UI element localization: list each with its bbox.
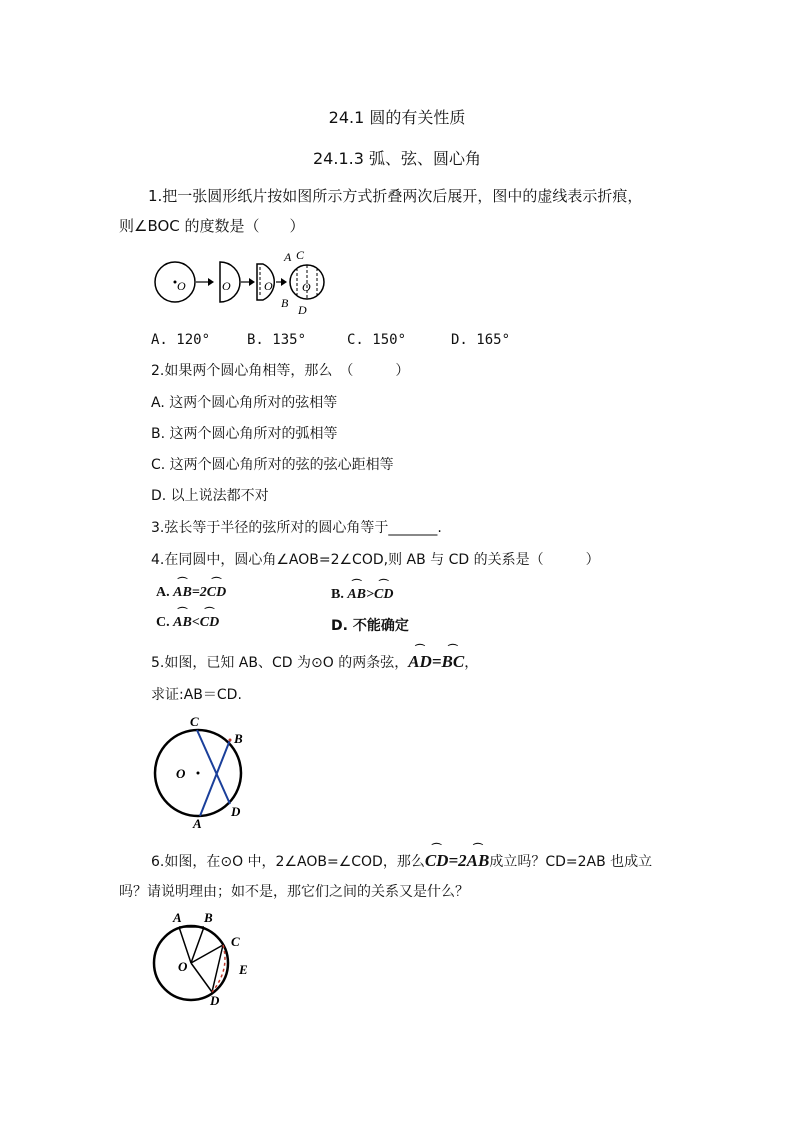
q5-label-b: B	[234, 731, 243, 746]
q6-circle-figure	[148, 908, 258, 1008]
q2-option-b: B. 这两个圆心角所对的弧相等	[151, 426, 338, 442]
q1-label-o3: O	[264, 279, 273, 293]
q6-label-d: D	[210, 993, 220, 1008]
q4-a-arc2: ⌒ CD	[207, 585, 226, 601]
q6-label-a: A	[173, 910, 182, 925]
q4-c-arc2: ⌒ CD	[200, 615, 219, 631]
q6-eq: =2	[448, 851, 467, 870]
q2-option-a: A. 这两个圆心角所对的弦相等	[151, 395, 338, 411]
q5-circle-figure	[150, 712, 260, 834]
section-title: 24.1.3 弧、弦、圆心角	[313, 149, 481, 168]
q1-label-o2: O	[222, 279, 231, 293]
q4-b-prefix: B.	[331, 587, 348, 602]
q1-label-d: D	[298, 303, 307, 317]
q1-stem-line2: 则∠BOC 的度数是（ ）	[119, 217, 305, 235]
q4-option-b	[331, 587, 393, 603]
q1-option-d: D. 165°	[451, 332, 511, 348]
q5-arc2: ⌒ BC	[442, 652, 465, 672]
q5-label-d: D	[231, 804, 241, 819]
q6-label-c: C	[231, 934, 240, 949]
q4-a-arc1: ⌒ AB	[173, 585, 192, 601]
q4-b-arc1: ⌒ AB	[347, 587, 366, 603]
q6-label-e: E	[239, 962, 248, 977]
q6-radius-od	[191, 963, 212, 992]
q6-label-o: O	[178, 959, 188, 974]
q5-tail: ，	[464, 655, 479, 671]
q4-option-d: D. 不能确定	[331, 618, 409, 634]
q6-radius-oa	[179, 927, 191, 963]
q2-option-d: D. 以上说法都不对	[151, 488, 269, 504]
q4-b-rel: >	[366, 587, 375, 602]
q5-label-c: C	[190, 714, 199, 729]
q1-arrowhead-1	[208, 278, 214, 286]
q6-arc1: ⌒ CD	[425, 851, 449, 871]
q1-stem-line1: 1.把一张圆形纸片按如图所示方式折叠两次后展开，图中的虚线表示折痕，	[148, 187, 643, 205]
q1-arrowhead-2	[249, 278, 255, 286]
q5-stem-line	[151, 652, 478, 673]
q6-stem-line1	[151, 851, 652, 872]
q4-stem: 4.在同圆中，圆心角∠AOB=2∠COD,则 AB 与 CD 的关系是（ ）	[151, 552, 600, 568]
q4-option-a	[156, 585, 226, 601]
q5-label-a: A	[193, 816, 202, 831]
q6-stem-a: 6.如图，在⊙O 中，2∠AOB=∠COD，那么	[151, 854, 425, 870]
q5-arc1: ⌒ AD	[408, 652, 432, 672]
q5-label-o: O	[176, 766, 186, 781]
q3-stem: 3.弦长等于半径的弦所对的圆心角等于_______.	[151, 520, 442, 536]
q5-point-b-mark	[229, 739, 232, 742]
q1-label-c: C	[296, 248, 305, 262]
q1-label-a: A	[284, 250, 292, 264]
q4-b-arc2: ⌒ CD	[374, 587, 393, 603]
q6-stem-line2: 吗？请说明理由；如不是，那它们之间的关系又是什么？	[119, 884, 469, 900]
q4-c-rel: <	[191, 615, 200, 630]
q4-a-prefix: A.	[156, 585, 174, 600]
q1-label-b: B	[281, 296, 289, 310]
q5-eq: =	[431, 652, 442, 671]
q4-c-prefix: C.	[156, 615, 174, 630]
page-title: 24.1 圆的有关性质	[328, 108, 466, 127]
q2-stem: 2.如果两个圆心角相等，那么 （ ）	[151, 363, 410, 379]
q1-option-c: C. 150°	[347, 332, 407, 348]
q5-stem: 5.如图，已知 AB、CD 为⊙O 的两条弦，	[151, 655, 409, 671]
q1-option-a: A. 120°	[151, 332, 211, 348]
q6-stem-b: 成立吗？CD=2AB 也成立	[489, 854, 653, 870]
q1-folding-figure	[150, 245, 330, 317]
q1-label-o4: O	[302, 280, 311, 294]
q2-option-c: C. 这两个圆心角所对的弦的弦心距相等	[151, 457, 394, 473]
q4-option-c	[156, 615, 219, 631]
q5-prove: 求证:AB＝CD.	[151, 687, 242, 703]
q5-center-dot	[197, 772, 200, 775]
q6-label-b: B	[204, 910, 213, 925]
q1-arrowhead-3	[281, 278, 287, 286]
q1-option-b: B. 135°	[247, 332, 307, 348]
q4-a-rel: =2	[191, 585, 207, 600]
q4-c-arc1: ⌒ AB	[173, 615, 192, 631]
q1-label-o1: O	[177, 279, 186, 293]
q6-arc2: ⌒ AB	[467, 851, 490, 871]
